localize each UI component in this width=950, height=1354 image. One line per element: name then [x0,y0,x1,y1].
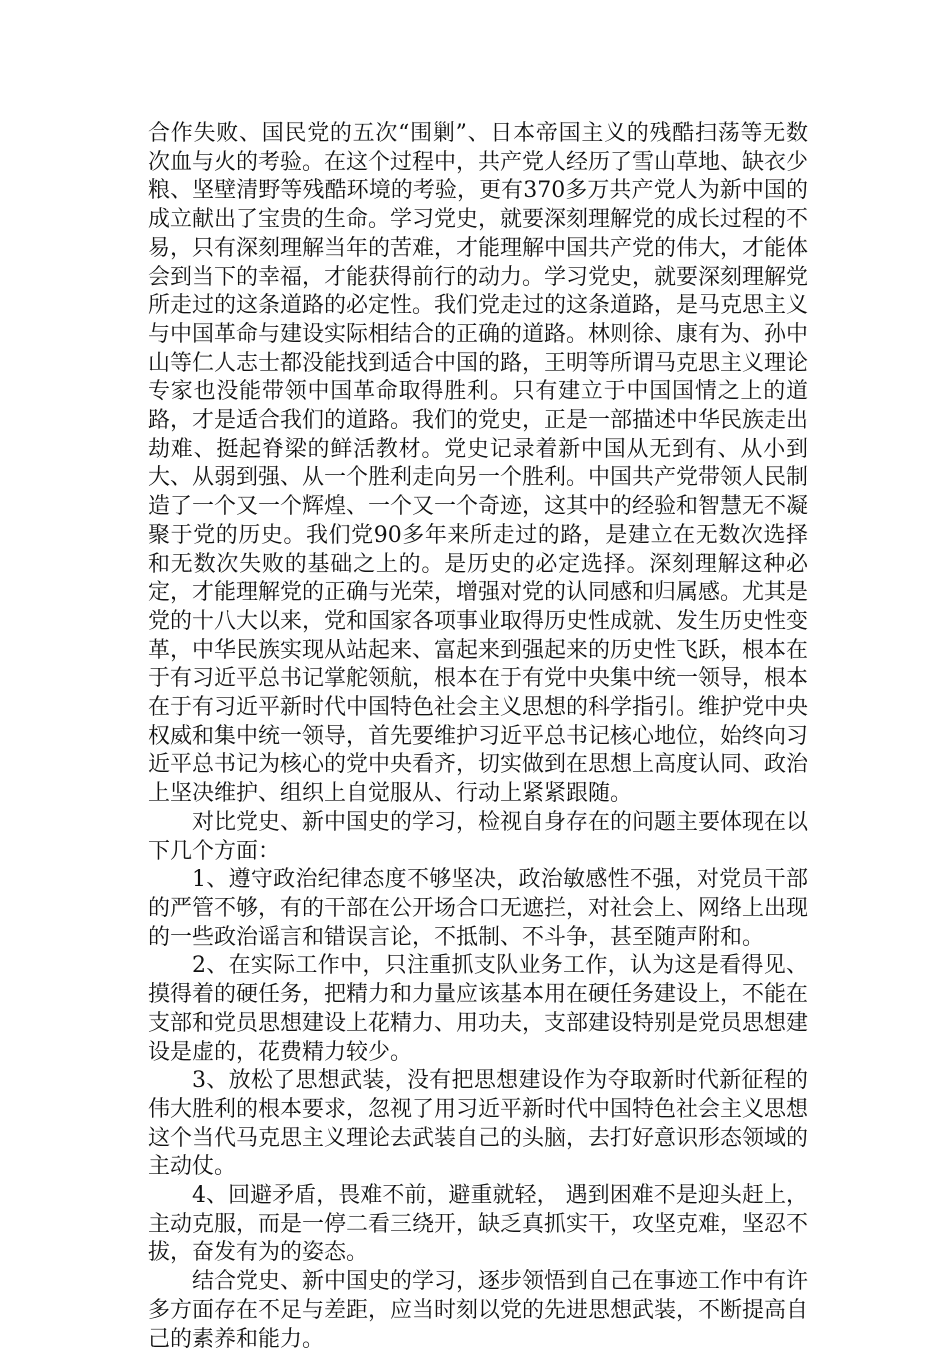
paragraph-problem-3: 3、放松了思想武装，没有把思想建设作为夺取新时代新征程的伟大胜利的根本要求，忽视了用习近平新时代中国特色社会主义思想这个当代马克思主义理论去武装自己的头脑，去打好意识形态领域的主动仗。 [148,1068,809,1180]
paragraph-problem-1: 1、遵守政治纪律态度不够坚决，政治敏感性不强，对党员干部的严管不够，有的干部在公开场合口无遮拦，对社会上、网络上出现的一些政治谣言和错误言论，不抵制、不斗争，甚至随声附和。 [148,867,809,950]
paragraph-party-history-review: 合作失败、国民党的五次“围剿”、日本帝国主义的残酷扫荡等无数次血与火的考验。在这个过程中，共产党人经历了雪山草地、缺衣少粮、坚壁清野等残酷环境的考验，更有370多万共产党人为新中国的成立献出了宝贵的生命。学习党史，就要深刻理解党的成长过程的不易，只有深刻理解当年的苦难，才能理解中国共产党的伟大，才能体会到当下的幸福，才能获得前行的动力。学习党史，就要深刻理解党所走过的这条道路的必定性。我们党走过的这条道路，是马克思主义与中国革命与建设实际相结合的正确的道路。林则徐、康有为、孙中山等仁人志士都没能找到适合中国的路，王明等所谓马克思主义理论专家也没能带领中国革命取得胜利。只有建立于中国国情之上的道路，才是适合我们的道路。我们的党史，正是一部描述中华民族走出劫难、挺起脊梁的鲜活教材。党史记录着新中国从无到有、从小到大、从弱到强、从一个胜利走向另一个胜利。中国共产党带领人民制造了一个又一个辉煌、一个又一个奇迹，这其中的经验和智慧无不凝聚于党的历史。我们党90多年来所走过的路，是建立在无数次选择和无数次失败的基础之上的。是历史的必定选择。深刻理解这种必定，才能理解党的正确与光荣，增强对党的认同感和归属感。尤其是党的十八大以来，党和国家各项事业取得历史性成就、发生历史性变革，中华民族实现从站起来、富起来到强起来的历史性飞跃，根本在于有习近平总书记掌舵领航，根本在于有党中央集中统一领导，根本在于有习近平新时代中国特色社会主义思想的科学指引。维护党中央权威和集中统一领导，首先要维护习近平总书记核心地位，始终向习近平总书记为核心的党中央看齐，切实做到在思想上高度认同、政治上坚决维护、组织上自觉服从、行动上紧紧跟随。 [148,121,809,807]
paragraph-problem-2: 2、在实际工作中，只注重抓支队业务工作，认为这是看得见、摸得着的硬任务，把精力和力量应该基本用在硬任务建设上，不能在支部和党员思想建设上花精力、用功夫，支部建设特别是党员思想建设是虚的，花费精力较少。 [148,953,809,1065]
paragraph-problems-intro: 对比党史、新中国史的学习，检视自身存在的问题主要体现在以下几个方面： [148,809,809,864]
paragraph-problem-4: 4、回避矛盾，畏难不前，避重就轻， 遇到困难不是迎头赶上，主动克服，而是一停二看三绕开，缺乏真抓实干，攻坚克难，坚忍不拔，奋发有为的姿态。 [148,1183,809,1266]
document-body [148,120,808,1354]
paragraph-conclusion: 结合党史、新中国史的学习，逐步领悟到自己在事迹工作中有许多方面存在不足与差距，应当时刻以党的先进思想武装，不断提高自己的素养和能力。 [148,1269,809,1352]
